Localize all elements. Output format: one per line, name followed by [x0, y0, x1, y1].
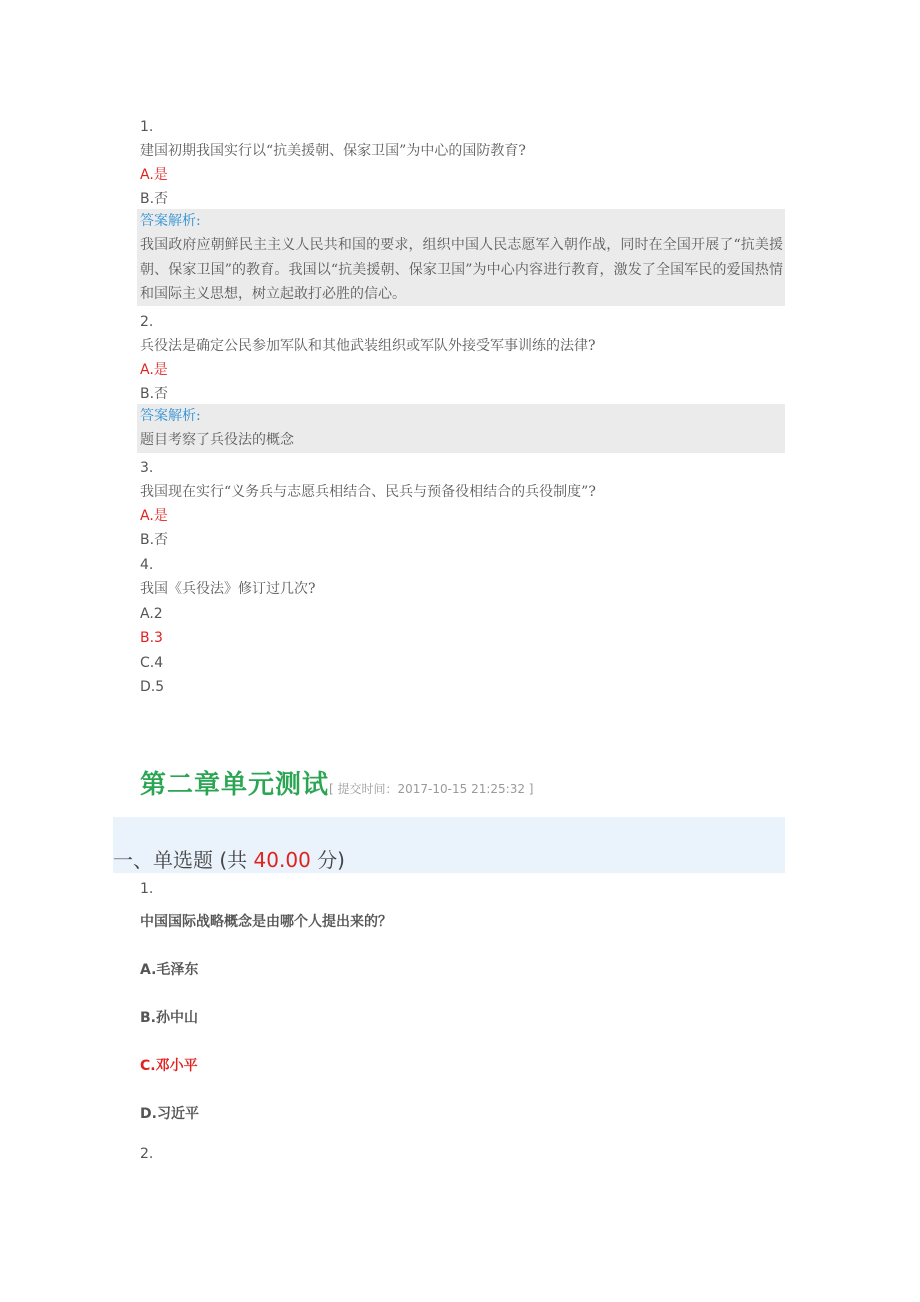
option: B.否	[140, 532, 169, 548]
option: B.否	[140, 191, 169, 207]
option: C.4	[140, 655, 164, 671]
question-number: 2.	[140, 1146, 154, 1162]
question-text: 中国国际战略概念是由哪个人提出来的？	[140, 914, 392, 930]
question-text: 我国《兵役法》修订过几次?	[140, 581, 316, 597]
question-number: 3.	[140, 460, 154, 476]
question-number: 1.	[140, 881, 154, 897]
option: B.孙中山	[140, 1010, 198, 1026]
option: D.5	[140, 679, 165, 695]
chapter-title: 第二章单元测试	[140, 770, 330, 800]
option: B.否	[140, 386, 169, 402]
question-number: 4.	[140, 557, 154, 573]
option-correct: B.3	[140, 630, 163, 646]
analysis-label: 答案解析:	[140, 408, 201, 424]
option: D.习近平	[140, 1106, 199, 1122]
analysis-text: 我国政府应朝鲜民主主义人民共和国的要求，组织中国人民志愿军入朝作战，同时在全国开展了“抗美援朝、保家卫国”的教育。我国以“抗美援朝、保家卫国”为中心内容进行教育，激发了全国军民的爱国热情和国际主义思想，树立起敢打必胜的信心。	[140, 237, 783, 302]
chapter-heading	[140, 764, 533, 801]
option: A.2	[140, 606, 163, 622]
analysis-text: 题目考察了兵役法的概念	[140, 432, 294, 448]
option-correct: A.是	[140, 508, 168, 524]
question-text: 兵役法是确定公民参加军队和其他武装组织或军队外接受军事训练的法律?	[140, 338, 596, 354]
option-correct: A.是	[140, 362, 168, 378]
section-title	[113, 844, 345, 873]
section-score: 40.00	[253, 848, 311, 872]
option-correct: C.邓小平	[140, 1058, 198, 1074]
question-number: 1.	[140, 119, 154, 135]
section-title-prefix: 一、单选题 (共	[113, 848, 254, 872]
question-text: 我国现在实行“义务兵与志愿兵相结合、民兵与预备役相结合的兵役制度”?	[140, 484, 596, 500]
answer-analysis	[137, 209, 785, 306]
section-title-suffix: 分)	[310, 848, 345, 872]
option-correct: A.是	[140, 167, 168, 183]
submit-time: [ 提交时间：2017-10-15 21:25:32 ]	[329, 782, 534, 796]
question-text: 建国初期我国实行以“抗美援朝、保家卫国”为中心的国防教育?	[140, 143, 526, 159]
option: A.毛泽东	[140, 962, 199, 978]
question-number: 2.	[140, 314, 154, 330]
answer-analysis	[137, 404, 785, 453]
analysis-label: 答案解析:	[140, 213, 201, 229]
